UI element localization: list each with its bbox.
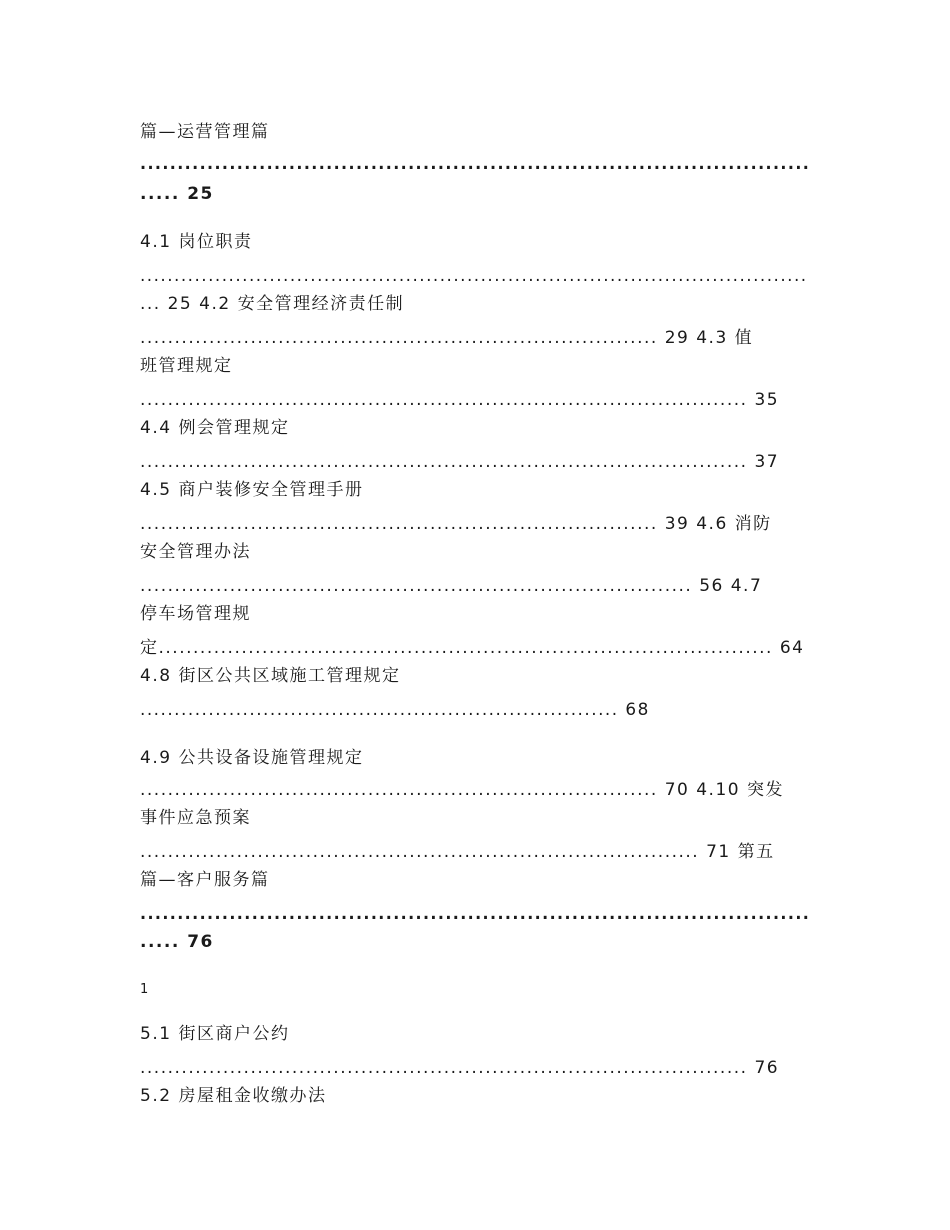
- toc-line: ........................................................................................ 35: [140, 390, 780, 410]
- toc-line: ........................................................................... 70 4.10 突发: [140, 780, 784, 800]
- page-number: 1: [140, 982, 149, 997]
- toc-line: ........................................................................... 39 4.6 消防: [140, 514, 772, 534]
- toc-line: 4.8 街区公共区域施工管理规定: [140, 666, 401, 686]
- toc-line: ........................................................................................ 76: [140, 1058, 780, 1078]
- toc-line: 安全管理办法: [140, 542, 251, 562]
- toc-line: ..................................................................................................: [140, 266, 808, 286]
- toc-line: ..... 76: [140, 932, 214, 952]
- toc-line: 停车场管理规: [140, 604, 251, 624]
- toc-line: 篇—客户服务篇: [140, 870, 270, 890]
- toc-line: ........................................................................................ 37: [140, 452, 780, 472]
- toc-line: 4.9 公共设备设施管理规定: [140, 748, 364, 768]
- toc-line: 4.4 例会管理规定: [140, 418, 290, 438]
- toc-line: 4.1 岗位职责: [140, 232, 253, 252]
- toc-line: 5.1 街区商户公约: [140, 1024, 290, 1044]
- toc-line: ..........................................................................................: [140, 904, 811, 924]
- toc-line: 定......................................................................................... 64: [140, 638, 805, 658]
- toc-line: 篇—运营管理篇: [140, 122, 270, 142]
- toc-line: ........................................................................... 29 4.3 值: [140, 328, 754, 348]
- toc-line: ...................................................................... 68: [140, 700, 650, 720]
- toc-line: 5.2 房屋租金收缴办法: [140, 1086, 327, 1106]
- toc-line: 班管理规定: [140, 356, 233, 376]
- toc-line: ................................................................................. 71 第五: [140, 842, 775, 862]
- toc-line: ..........................................................................................: [140, 154, 811, 174]
- toc-line: ... 25 4.2 安全管理经济责任制: [140, 294, 405, 314]
- toc-line: 事件应急预案: [140, 808, 251, 828]
- toc-line: 4.5 商户装修安全管理手册: [140, 480, 364, 500]
- toc-line: ..... 25: [140, 184, 214, 204]
- toc-line: ................................................................................ 56 4.7: [140, 576, 763, 596]
